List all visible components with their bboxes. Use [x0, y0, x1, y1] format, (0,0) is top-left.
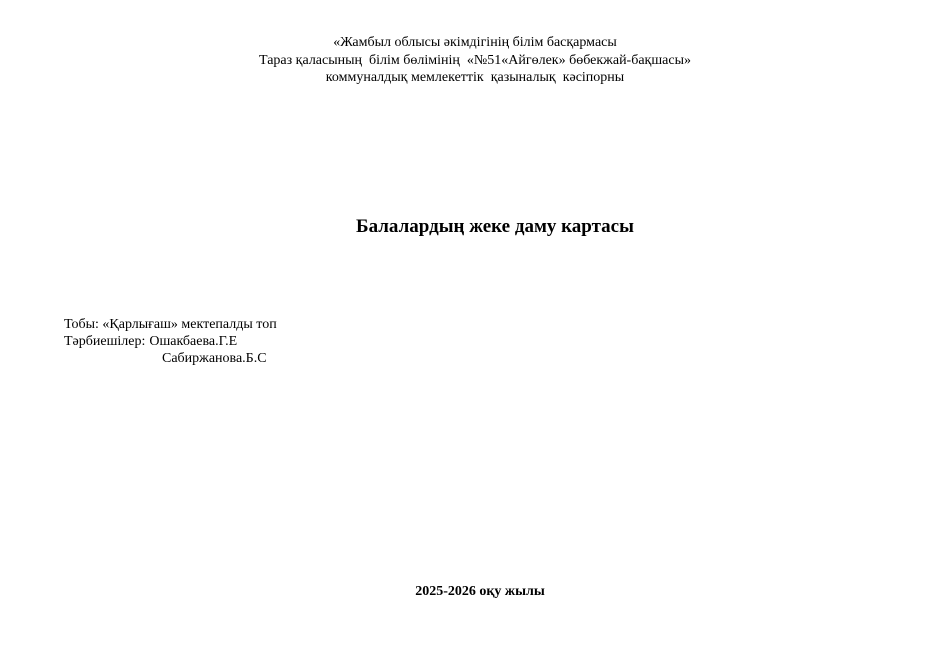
- teachers-label: Тәрбиешілер:: [64, 334, 146, 349]
- header-line-3: коммуналдық мемлекеттік қазыналық кәсіпорны: [325, 70, 625, 85]
- teachers-line: [64, 333, 277, 350]
- group-name: Тобы: «Қарлығаш» мектепалды топ: [64, 317, 277, 332]
- teacher-2: Сабиржанова.Б.С: [162, 351, 267, 366]
- header-line-1: «Жамбыл облысы әкімдігінің білім басқармасы: [333, 35, 617, 50]
- teacher-1: Ошакбаева.Г.Е: [149, 334, 238, 349]
- header-line-2: Тараз қаласының білім бөлімінің «№51«Айгөлек» бөбекжай-бақшасы»: [259, 52, 691, 68]
- organization-header: [0, 34, 950, 87]
- group-info: [64, 316, 277, 367]
- document-title: Балалардың жеке даму картасы: [356, 216, 634, 237]
- academic-year: 2025-2026 оқу жылы: [415, 584, 545, 599]
